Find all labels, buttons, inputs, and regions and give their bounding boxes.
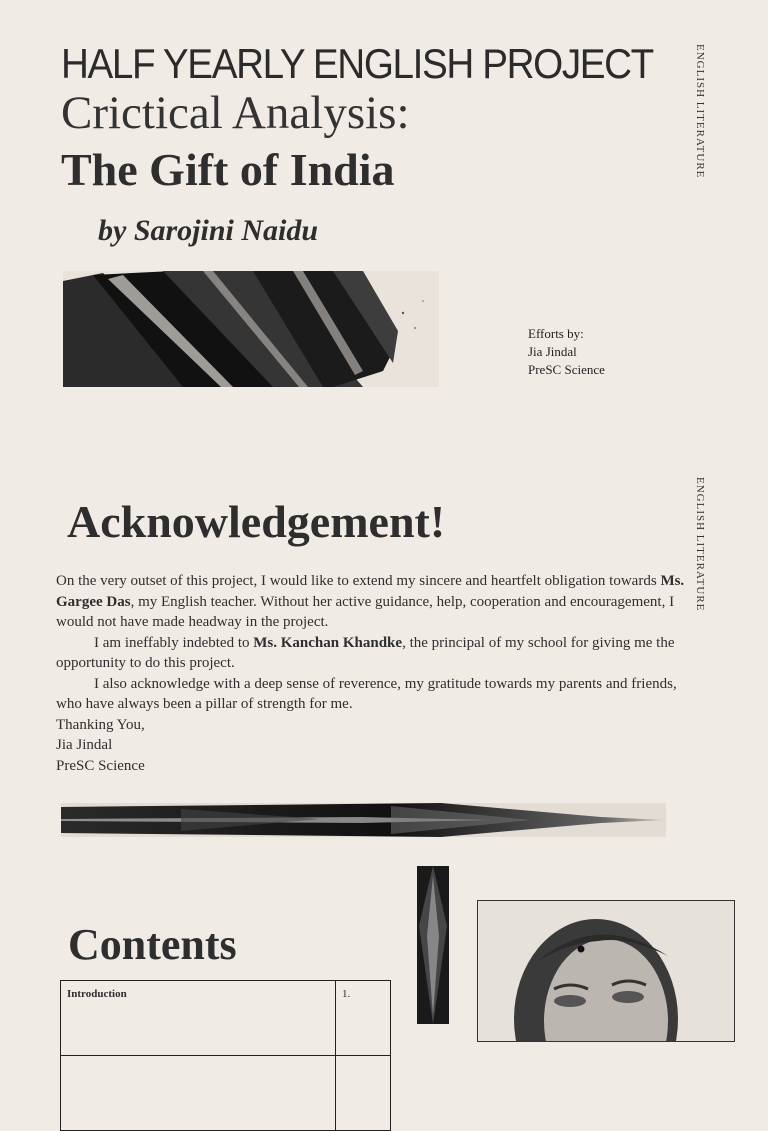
side-label-english-literature: ENGLISH LITERATURE [694, 44, 706, 179]
teacher-name: Ms. Gargee Das [56, 573, 685, 610]
acknowledgement-title: Acknowledgement! [67, 496, 446, 547]
ack-signature-name: Jia Jindal [56, 737, 113, 753]
contents-item [61, 1056, 336, 1131]
efforts-block [528, 325, 605, 379]
contents-title: Contents [68, 920, 237, 969]
contents-table [60, 980, 391, 1131]
contents-item: Introduction [61, 981, 336, 1056]
project-title: HALF YEARLY ENGLISH PROJECT [61, 40, 653, 87]
brush-stroke-banner-image [63, 271, 439, 387]
acknowledgement-body [56, 571, 696, 776]
contents-page: 1. [336, 981, 391, 1056]
poem-byline: by Sarojini Naidu [98, 214, 319, 247]
vertical-decorative-strip-image [417, 866, 449, 1024]
principal-name: Ms. Kanchan Khandke [253, 634, 403, 651]
ack-paragraph-3: I also acknowledge with a deep sense of reverence, my gratitude towards my parents and friends, who have always been a pillar of strength for me. [56, 675, 677, 712]
ack-signature-class: PreSC Science [56, 757, 145, 774]
table-row [61, 1056, 391, 1131]
ack-paragraph-2: I am ineffably indebted to Ms. Kanchan Khandke, the principal of my school for giving me the opportunity to do this project. [56, 634, 675, 671]
page-subtitle: Crictical Analysis: [61, 87, 410, 139]
ack-paragraph-1: On the very outset of this project, I would like to extend my sincere and heartfelt obligation towards Ms. Gargee Das, my English teacher. Without her active guidance, help, cooperation and encouragement, I would not have made headway in the project. [56, 573, 685, 630]
ack-closing: Thanking You, [56, 716, 145, 733]
decorative-divider-image [61, 803, 666, 837]
efforts-class: PreSC Science [528, 362, 605, 377]
side-label-english-literature-2: ENGLISH LITERATURE [694, 477, 706, 612]
table-row [61, 981, 391, 1056]
author-portrait-image [477, 900, 735, 1042]
efforts-name: Jia Jindal [528, 344, 577, 359]
contents-page [336, 1056, 391, 1131]
efforts-label: Efforts by: [528, 326, 584, 341]
poem-title: The Gift of India [61, 144, 395, 195]
